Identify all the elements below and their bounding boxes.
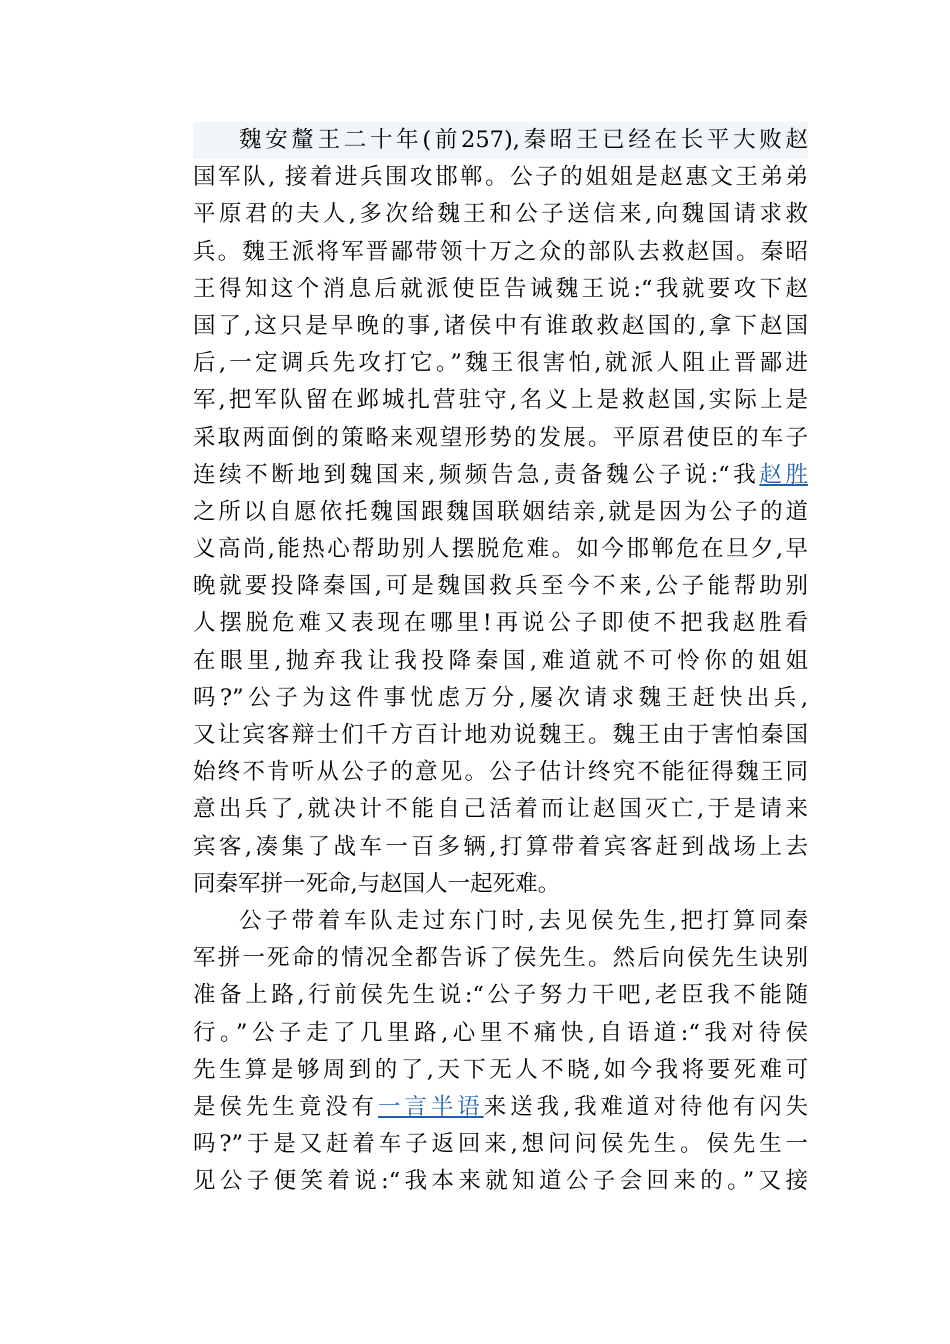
text-line: 意出兵了,就决计不能自己活着而让赵国灭亡,于是请来 bbox=[193, 796, 808, 823]
text-line: 在眼里,抛弃我让我投降秦国,难道就不可怜你的姐姐 bbox=[193, 647, 808, 674]
text-line: 行。”公子走了几里路,心里不痛快,自语道:“我对待侯 bbox=[193, 1019, 808, 1046]
text-line: 魏安釐王二十年(前257),秦昭王已经在长平大败赵 bbox=[193, 122, 808, 159]
zhao-sheng-link[interactable]: 赵胜 bbox=[759, 461, 808, 488]
text-line: 国了,这只是早晚的事,诸侯中有谁敢救赵国的,拿下赵国 bbox=[193, 312, 808, 339]
paragraph-2 bbox=[193, 903, 808, 1201]
text-line: 军,把军队留在邺城扎营驻守,名义上是救赵国,实际上是 bbox=[193, 387, 808, 414]
text-segment: 连续不断地到魏国来,频频告急,责备魏公子说:“我 bbox=[193, 461, 760, 488]
yi-yan-ban-yu-link[interactable]: 一言半语 bbox=[378, 1093, 484, 1120]
text-line: 采取两面倒的策略来观望形势的发展。平原君使臣的车子 bbox=[193, 424, 808, 451]
text-line: 准备上路,行前侯先生说:“公子努力干吧,老臣我不能随 bbox=[193, 982, 808, 1009]
text-line: 兵。魏王派将军晋鄙带领十万之众的部队去救赵国。秦昭 bbox=[193, 238, 808, 265]
text-line-with-link bbox=[193, 457, 808, 494]
text-line: 平原君的夫人,多次给魏王和公子送信来,向魏国请求救 bbox=[193, 201, 808, 228]
text-line: 王得知这个消息后就派使臣告诫魏王说:“我就要攻下赵 bbox=[193, 275, 808, 302]
text-line: 始终不肯听从公子的意见。公子估计终究不能征得魏王同 bbox=[193, 759, 808, 786]
text-segment: 是侯先生竟没有 bbox=[193, 1093, 378, 1120]
text-line: 公子带着车队走过东门时,去见侯先生,把打算同秦 bbox=[239, 907, 808, 934]
text-line: 又让宾客辩士们千方百计地劝说魏王。魏王由于害怕秦国 bbox=[193, 722, 808, 748]
paragraph-1 bbox=[193, 122, 808, 903]
text-line: 义高尚,能热心帮助别人摆脱危难。如今邯郸危在旦夕,早 bbox=[193, 536, 808, 563]
text-line: 吗?”公子为这件事忧虑万分,屡次请求魏王赶快出兵, bbox=[193, 684, 808, 711]
text-line: 人摆脱危难又表现在哪里!再说公子即使不把我赵胜看 bbox=[193, 610, 808, 637]
text-line: 同秦军拼一死命,与赵国人一起死难。 bbox=[193, 870, 561, 897]
text-line: 见公子便笑着说:“我本来就知道公子会回来的。”又接 bbox=[193, 1168, 808, 1195]
text-line-with-link bbox=[193, 1089, 808, 1126]
text-line: 后,一定调兵先攻打它。”魏王很害怕,就派人阻止晋鄙进 bbox=[193, 350, 808, 377]
text-line: 国军队, 接着进兵围攻邯郸。公子的姐姐是赵惠文王弟弟 bbox=[193, 164, 808, 191]
text-line: 先生算是够周到的了,天下无人不晓,如今我将要死难可 bbox=[193, 1056, 808, 1083]
text-line: 之所以自愿依托魏国跟魏国联姻结亲,就是因为公子的道 bbox=[193, 498, 808, 525]
text-segment: 来送我,我难道对待他有闪失 bbox=[483, 1093, 808, 1120]
body-text bbox=[193, 122, 808, 1200]
text-line: 宾客,凑集了战车一百多辆,打算带着宾客赶到战场上去 bbox=[193, 833, 808, 860]
text-line: 军拼一死命的情况全都告诉了侯先生。然后向侯先生诀别 bbox=[193, 945, 808, 972]
text-line: 吗?”于是又赶着车子返回来,想问问侯先生。侯先生一 bbox=[193, 1131, 808, 1158]
text-line: 晚就要投降秦国,可是魏国救兵至今不来,公子能帮助别 bbox=[193, 573, 808, 600]
